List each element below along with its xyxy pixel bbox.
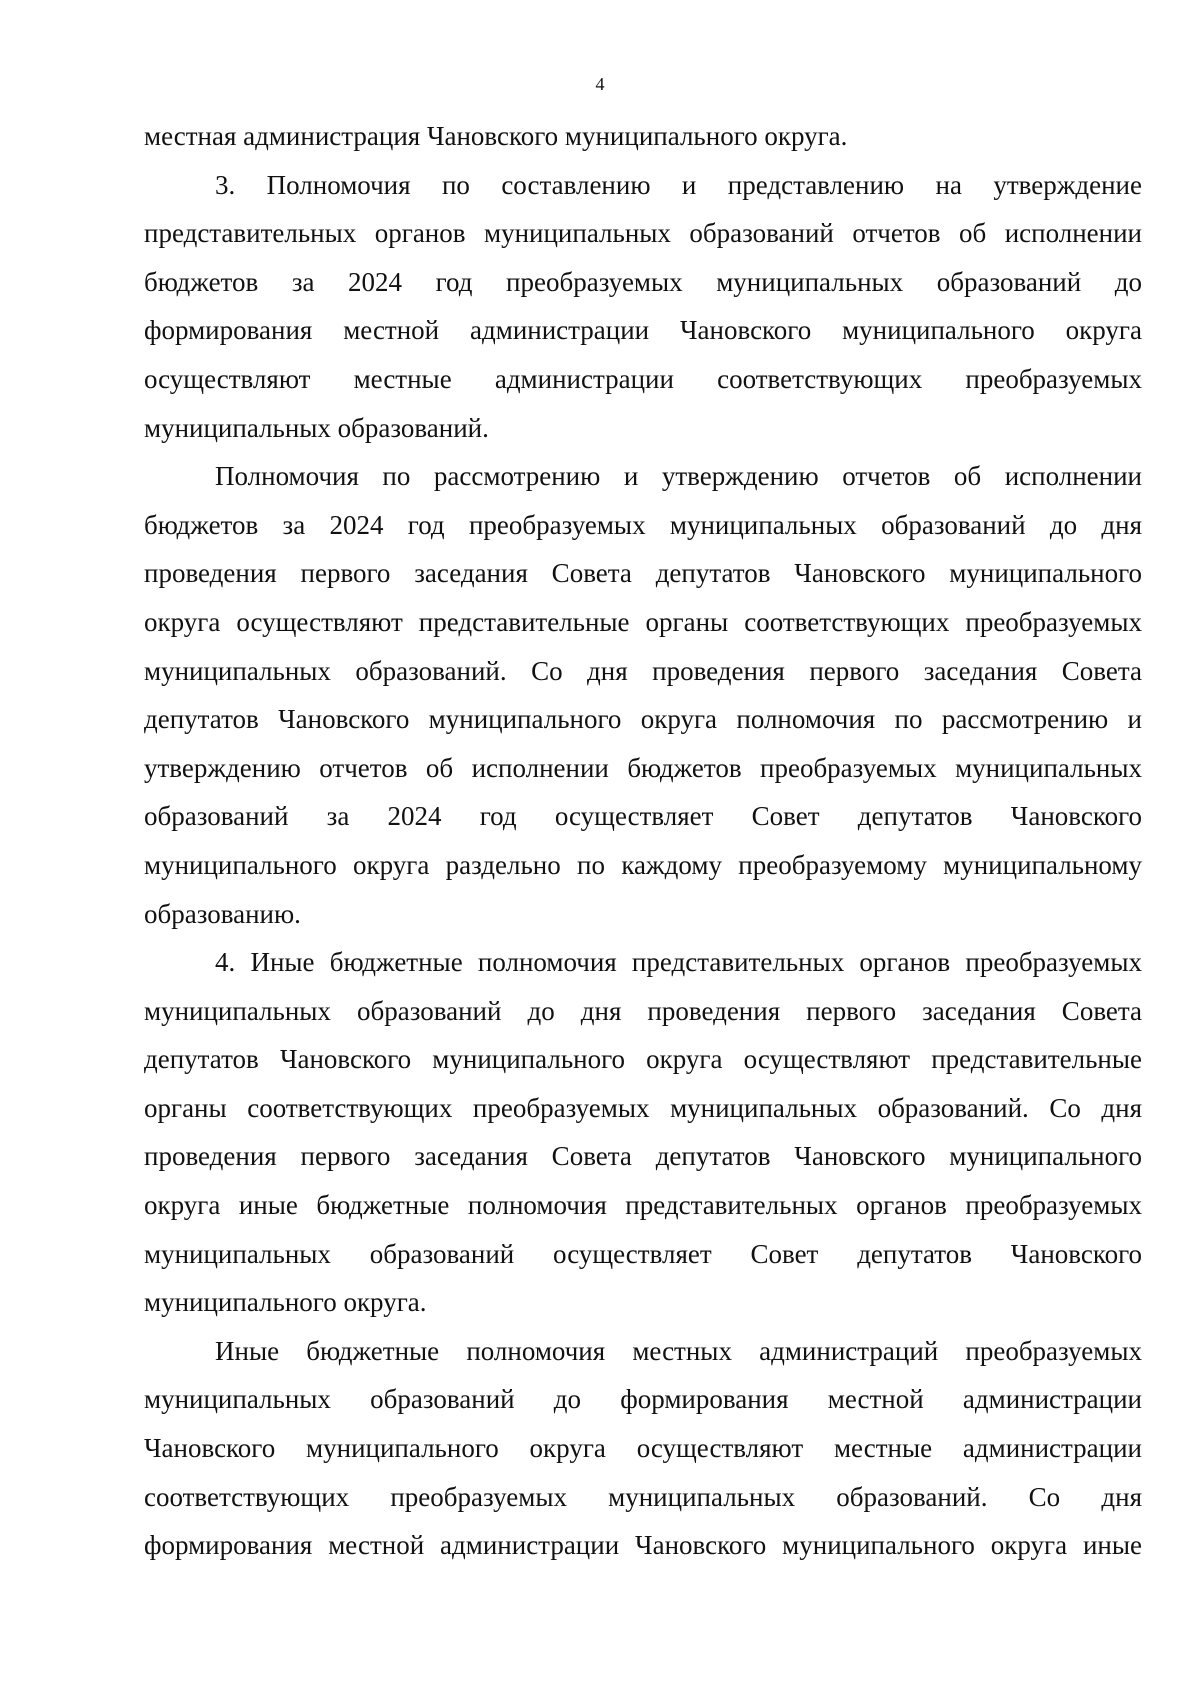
text-line: Полномочия по рассмотрению и утверждению отчетов об исполнении [215, 461, 1142, 492]
text-line: Чановского муниципального округа осуществляют местные администрации [144, 1433, 1142, 1464]
text-line: представительных органов муниципальных образований отчетов об исполнении [144, 218, 1142, 249]
page-number: 4 [595, 74, 605, 94]
text-line: 3. Полномочия по составлению и представлению на утверждение [215, 169, 1142, 200]
text-line: бюджетов за 2024 год преобразуемых муниципальных образований до дня [144, 509, 1142, 540]
text-line: формирования местной администрации Чановского муниципального округа иные [144, 1530, 1142, 1561]
text-line: образованию. [144, 898, 301, 929]
text-line: соответствующих преобразуемых муниципальных образований. Со дня [144, 1481, 1142, 1512]
text-line: муниципальных образований. [144, 412, 489, 443]
text-line: муниципальных образований до формирования местной администрации [144, 1384, 1142, 1415]
text-line: проведения первого заседания Совета депутатов Чановского муниципального [144, 1141, 1142, 1172]
text-line: депутатов Чановского муниципального округа осуществляют представительные [144, 1044, 1142, 1075]
text-line: округа иные бюджетные полномочия представительных органов преобразуемых [144, 1190, 1142, 1221]
text-line: формирования местной администрации Чановского муниципального округа [144, 315, 1142, 346]
text-line: округа осуществляют представительные органы соответствующих преобразуемых [144, 606, 1142, 637]
text-line: органы соответствующих преобразуемых муниципальных образований. Со дня [144, 1092, 1142, 1123]
text-line: муниципальных образований осуществляет Совет депутатов Чановского [144, 1238, 1142, 1269]
text-line: образований за 2024 год осуществляет Совет депутатов Чановского [144, 801, 1142, 832]
text-line: местная администрация Чановского муниципального округа. [144, 121, 848, 151]
text-line: Иные бюджетные полномочия местных администраций преобразуемых [215, 1335, 1142, 1366]
text-line: муниципального округа раздельно по каждому преобразуемому муниципальному [144, 849, 1142, 880]
text-line: проведения первого заседания Совета депутатов Чановского муниципального [144, 558, 1142, 589]
text-line: муниципальных образований. Со дня проведения первого заседания Совета [144, 655, 1142, 686]
text-line: муниципального округа. [144, 1287, 427, 1318]
text-line: депутатов Чановского муниципального округа полномочия по рассмотрению и [144, 704, 1142, 735]
body-text [144, 112, 1142, 1570]
text-line: 4. Иные бюджетные полномочия представительных органов преобразуемых [215, 947, 1142, 978]
text-line: муниципальных образований до дня проведения первого заседания Совета [144, 995, 1142, 1026]
text-line: утверждению отчетов об исполнении бюджетов преобразуемых муниципальных [144, 752, 1142, 783]
text-line: осуществляют местные администрации соответствующих преобразуемых [144, 363, 1142, 394]
text-line: бюджетов за 2024 год преобразуемых муниципальных образований до [144, 266, 1142, 297]
